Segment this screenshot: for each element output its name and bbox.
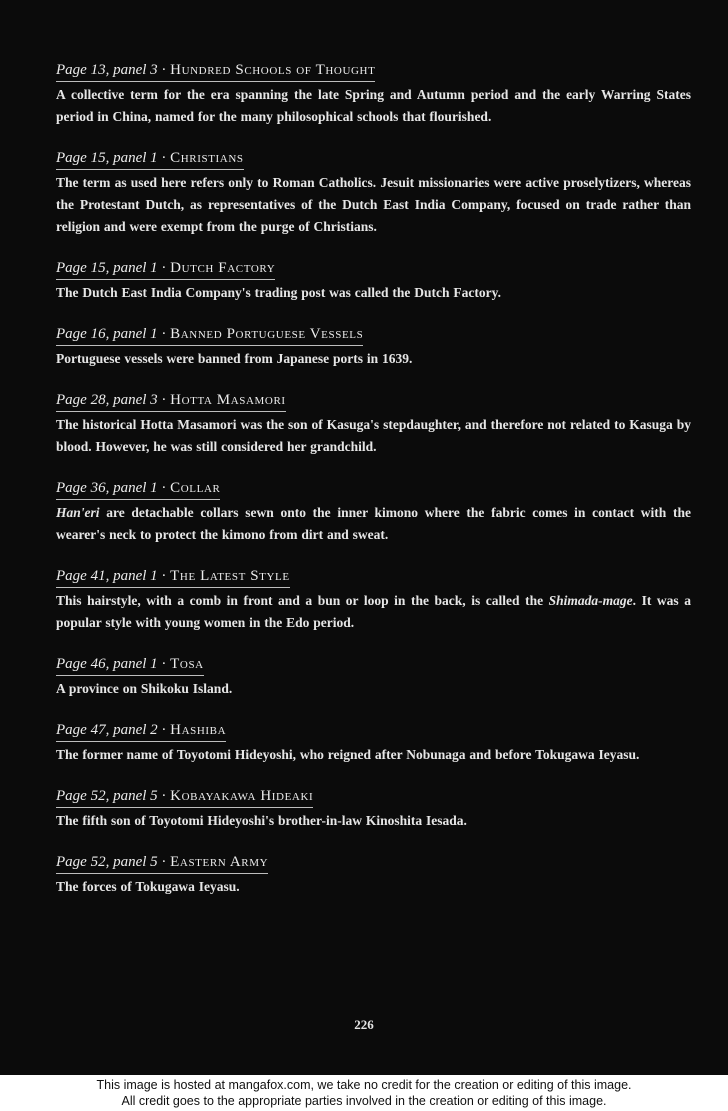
glossary-entry [56,478,691,546]
entry-description [56,282,691,304]
glossary-entry [56,148,691,238]
entry-heading [56,390,286,412]
entry-term: Kobayakawa Hideaki [170,788,314,804]
entry-term: Hashiba [170,722,227,738]
description-italic-term: Han'eri [56,505,100,520]
entry-heading [56,258,275,280]
entry-description [56,502,691,546]
hosting-disclaimer [0,1077,728,1109]
separator: · [157,722,171,738]
description-text: This hairstyle, with a comb in front and a bun or loop in the back, is called the [56,593,549,608]
description-text: A collective term for the era spanning the late Spring and Autumn period and the early Warring States period in China, named for the many philosophical schools that flourished. [56,87,691,124]
separator: · [157,656,171,672]
separator: · [157,854,171,870]
entry-reference: Page 28, panel 3 [56,392,158,408]
description-text: Portuguese vessels were banned from Japanese ports in 1639. [56,351,413,366]
entry-heading [56,654,204,676]
entry-term: Christians [170,150,244,166]
entry-heading [56,720,226,742]
separator: · [157,568,171,584]
separator: · [157,480,171,496]
description-text: The term as used here refers only to Roman Catholics. Jesuit missionaries were active proselytizers, whereas the Protestant Dutch, as representatives of the Dutch East India Company, focused on trade rather than religion and were exempt from the purge of Christians. [56,175,691,234]
glossary-entry [56,390,691,458]
entry-reference: Page 47, panel 2 [56,722,158,738]
description-text-cont: are detachable collars sewn onto the inner kimono where the fabric comes in contact with the wearer's neck to protect the kimono from dirt and sweat. [56,505,691,542]
entry-term: Hundred Schools of Thought [170,62,376,78]
glossary-entry [56,720,691,766]
description-text: The fifth son of Toyotomi Hideyoshi's brother-in-law Kinoshita Iesada. [56,813,467,828]
page-number: 226 [354,1017,374,1032]
entry-reference: Page 13, panel 3 [56,62,158,78]
entry-heading [56,60,375,82]
description-text: The former name of Toyotomi Hideyoshi, who reigned after Nobunaga and before Tokugawa Ieyasu. [56,747,640,762]
separator: · [157,150,171,166]
separator: · [157,260,171,276]
glossary-entry [56,258,691,304]
entry-reference: Page 46, panel 1 [56,656,158,672]
entry-reference: Page 15, panel 1 [56,260,158,276]
entry-reference: Page 41, panel 1 [56,568,158,584]
description-italic-term: Shimada-mage [548,593,633,608]
entry-description [56,810,691,832]
entry-term: Eastern Army [170,854,269,870]
entry-term: Banned Portuguese Vessels [170,326,364,342]
entry-reference: Page 15, panel 1 [56,150,158,166]
glossary-entry [56,60,691,128]
entry-description [56,172,691,238]
description-text: The historical Hotta Masamori was the son of Kasuga's stepdaughter, and therefore not related to Kasuga by blood. However, he was still considered her grandchild. [56,417,691,454]
entry-term: The Latest Style [170,568,290,584]
description-text: The forces of Tokugawa Ieyasu. [56,879,240,894]
disclaimer-line-2: All credit goes to the appropriate parties involved in the creation or editing of this image. [121,1094,607,1108]
entry-term: Collar [170,480,221,496]
entry-term: Tosa [170,656,204,672]
entry-heading [56,148,244,170]
entry-reference: Page 36, panel 1 [56,480,158,496]
entry-description [56,876,691,898]
entry-term: Hotta Masamori [170,392,286,408]
entry-description [56,84,691,128]
separator: · [157,392,171,408]
entry-description [56,414,691,458]
glossary-entry [56,786,691,832]
entry-heading [56,324,363,346]
entry-description [56,678,691,700]
entry-description [56,590,691,634]
entry-heading [56,478,220,500]
disclaimer-line-1: This image is hosted at mangafox.com, we take no credit for the creation or editing of this image. [96,1078,632,1092]
description-text: A province on Shikoku Island. [56,681,233,696]
entry-heading [56,786,313,808]
entry-description [56,744,691,766]
glossary-entry [56,566,691,634]
glossary-entry [56,324,691,370]
entry-reference: Page 16, panel 1 [56,326,158,342]
glossary-entry [56,852,691,898]
entry-heading [56,566,290,588]
entry-description [56,348,691,370]
separator: · [157,326,171,342]
description-text-cont: . It was a popular style with young women in the Edo period. [56,593,691,630]
entry-heading [56,852,268,874]
separator: · [157,62,171,78]
glossary-entry [56,654,691,700]
entry-reference: Page 52, panel 5 [56,854,158,870]
separator: · [157,788,171,804]
entry-reference: Page 52, panel 5 [56,788,158,804]
entry-term: Dutch Factory [170,260,276,276]
description-text: The Dutch East India Company's trading post was called the Dutch Factory. [56,285,502,300]
